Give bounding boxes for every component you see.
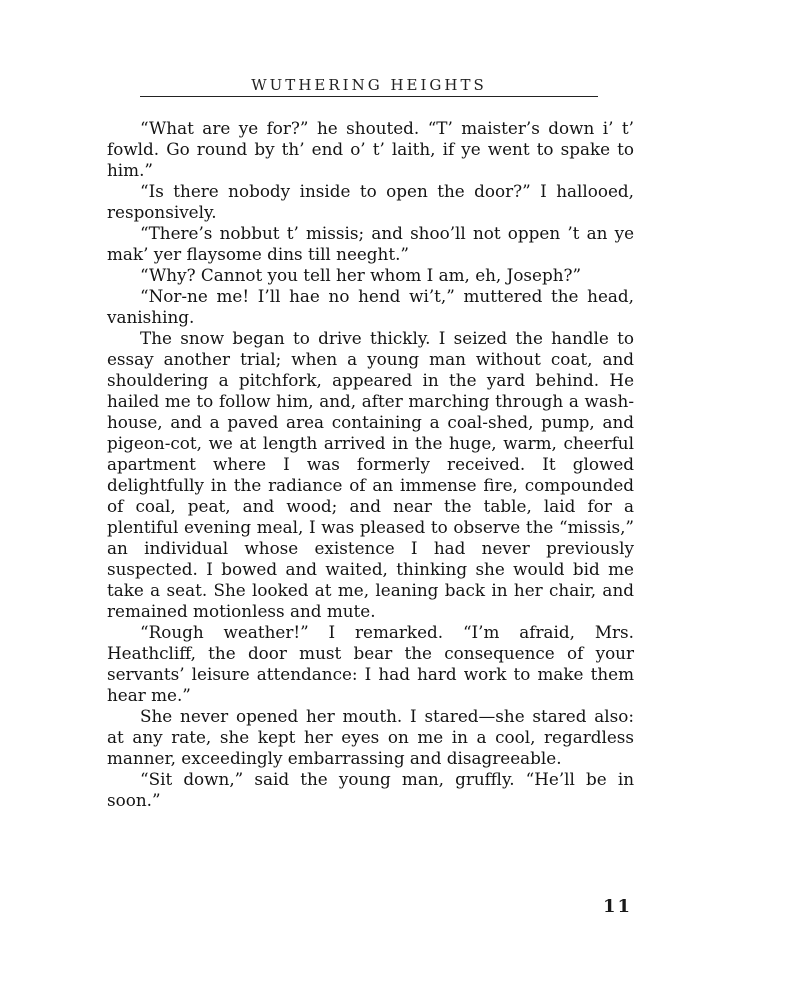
paragraph: “Is there nobody inside to open the door?” I hallooed, responsively. [107,181,634,222]
paragraph: “What are ye for?” he shouted. “T’ maister’s down i’ t’ fowld. Go round by th’ end o’ t’ laith, if ye went to spake to him.” [107,118,634,180]
paragraph: The snow began to drive thickly. I seized the handle to essay another trial; when a young man without coat, and shouldering a pitchfork, appeared in the yard behind. He hailed me to follow him, and, after marching through a wash-house, and a paved area containing a coal-shed, pump, and pigeon-cot, we at length arrived in the huge, warm, cheerful apartment where I was formerly received. It glowed delightfully in the radiance of an immense fire, compounded of coal, peat, and wood; and near the table, laid for a plentiful evening meal, I was pleased to observe the “missis,” an individual whose existence I had never previously suspected. I bowed and waited, thinking she would bid me take a seat. She looked at me, leaning back in her chair, and remained motionless and mute. [107,328,634,621]
paragraph: She never opened her mouth. I stared—she stared also: at any rate, she kept her eyes on me in a cool, regardless manner, exceedingly embarrassing and disagreeable. [107,706,634,768]
running-head-title: WUTHERING HEIGHTS [251,76,487,94]
paragraph: “Rough weather!” I remarked. “I’m afraid, Mrs. Heathcliff, the door must bear the consequence of your servants’ leisure attendance: I had hard work to make them hear me.” [107,622,634,705]
body-text [107,118,634,811]
paragraph: “Why? Cannot you tell her whom I am, eh, Joseph?” [140,265,582,285]
header-rule [140,96,598,97]
page-number: 11 [602,896,632,917]
paragraph: “Sit down,” said the young man, gruffly. “He’ll be in soon.” [107,769,634,810]
paragraph: “Nor-ne me! I’ll hae no hend wi’t,” muttered the head, vanishing. [107,286,634,327]
paragraph: “There’s nobbut t’ missis; and shoo’ll not oppen ’t an ye mak’ yer flaysome dins till neeght.” [107,223,634,264]
